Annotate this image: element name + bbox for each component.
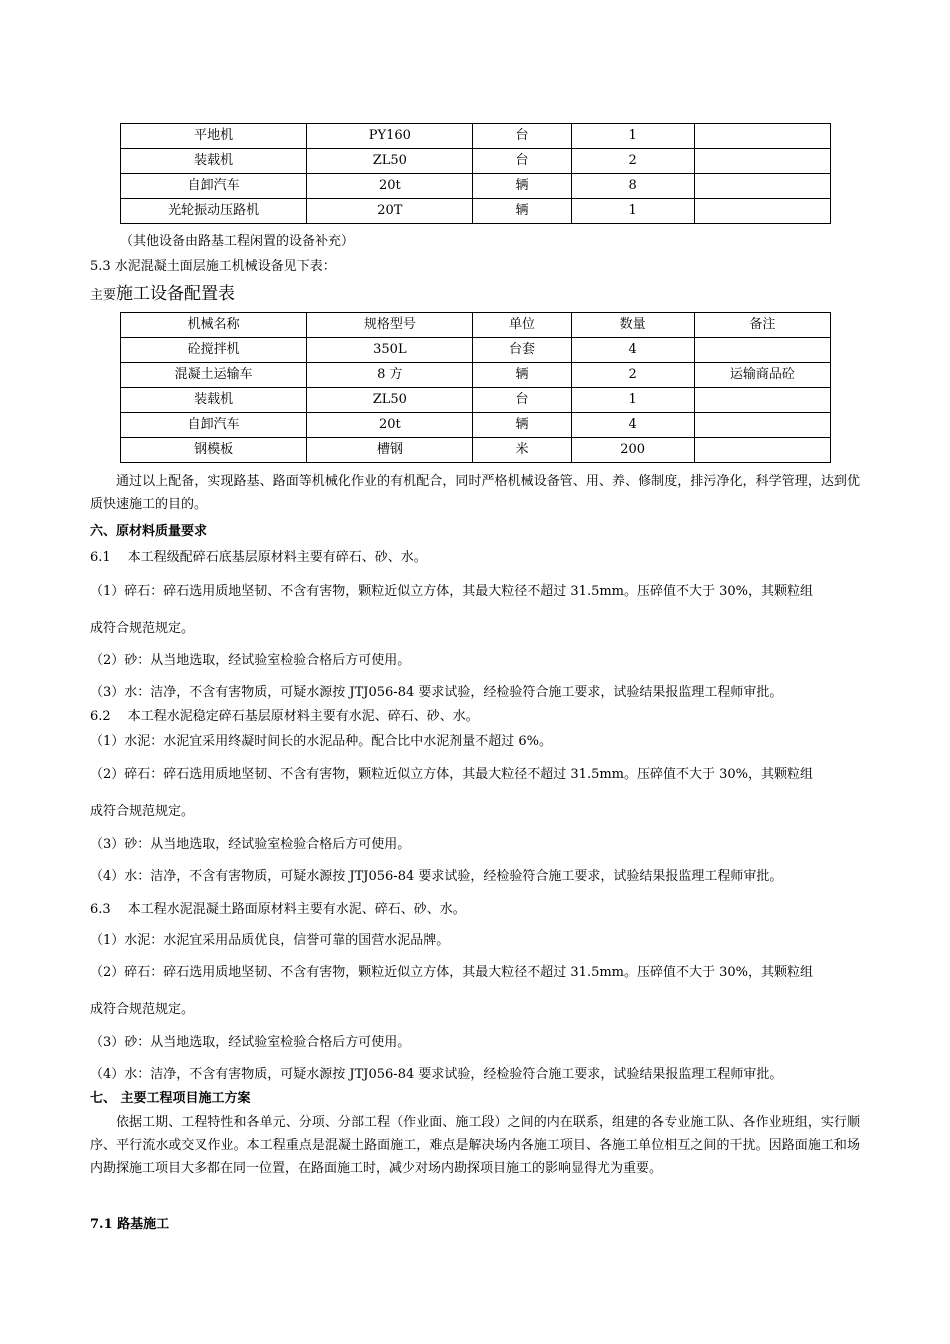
table-cell: 混凝土运输车 [121, 363, 307, 388]
item-text: （1）碎石：碎石选用质地坚韧、不含有害物，颗粒近似立方体，其最大粒径不超过 31.5mm。压碎值不大于 30%，其颗粒组 [90, 584, 814, 599]
section-6-2: 6.2 本工程水泥稳定碎石基层原材料主要有水泥、碎石、砂、水。 [90, 709, 479, 724]
table-row [121, 388, 831, 413]
table-cell: 砼搅拌机 [121, 338, 307, 363]
table-row [121, 438, 831, 463]
table-cell: 自卸汽车 [121, 413, 307, 438]
table-row [121, 124, 831, 149]
column-header: 机械名称 [121, 313, 307, 338]
table-cell: 4 [571, 413, 694, 438]
table-cell: 台套 [473, 338, 571, 363]
column-header: 单位 [473, 313, 571, 338]
heading-6: 六、原材料质量要求 [90, 524, 208, 539]
item-text: （3）水：洁净，不含有害物质，可疑水源按 JTJ056-84 要求试验，经检验符合施工要求，试验结果报监理工程师审批。 [90, 685, 783, 700]
table-row [121, 174, 831, 199]
table-cell [694, 124, 830, 149]
heading-7-1: 7.1 路基施工 [90, 1217, 170, 1232]
table-cell [694, 199, 830, 224]
table-cell: 20t [307, 174, 473, 199]
heading-7: 七、 主要工程项目施工方案 [90, 1091, 251, 1106]
table-cell: 装载机 [121, 149, 307, 174]
section-7-paragraph: 依据工期、工程特性和各单元、分项、分部工程（作业面、施工段）之间的内在联系，组建的各专业施工队、各作业班组，实行顺序、平行流水或交叉作业。本工程重点是混凝土路面施工，难点是解决场内各施工项目、各施工单位相互之间的干扰。因路面施工和场内勘探施工项目大多都在同一位置，在路面施工时，减少对场内勘探项目施工的影响显得尤为重要。 [90, 1115, 860, 1176]
equipment-table-1 [120, 123, 831, 224]
table-cell [694, 174, 830, 199]
table-title [90, 279, 235, 304]
table-cell: 台 [473, 124, 571, 149]
table-cell: 1 [571, 124, 694, 149]
table-cell: 辆 [473, 174, 571, 199]
table-cell: PY160 [307, 124, 473, 149]
table-title-prefix: 主要 [90, 288, 117, 303]
table-cell: 1 [571, 199, 694, 224]
section-6-1: 6.1 本工程级配碎石底基层原材料主要有碎石、砂、水。 [90, 550, 427, 565]
item-text: （2）砂：从当地选取，经试验室检验合格后方可使用。 [90, 653, 411, 668]
section-6-3: 6.3 本工程水泥混凝土路面原材料主要有水泥、碎石、砂、水。 [90, 902, 466, 917]
table-cell: ZL50 [307, 388, 473, 413]
table-row [121, 413, 831, 438]
table-cell: 20T [307, 199, 473, 224]
summary-paragraph: 通过以上配备，实现路基、路面等机械化作业的有机配合，同时严格机械设备管、用、养、修制度，排污净化，科学管理，达到优质快速施工的目的。 [90, 474, 860, 512]
item-text: （3）砂：从当地选取，经试验室检验合格后方可使用。 [90, 1035, 411, 1050]
table-row [121, 149, 831, 174]
table-cell: 光轮振动压路机 [121, 199, 307, 224]
table-cell: 8 [571, 174, 694, 199]
table-cell: 自卸汽车 [121, 174, 307, 199]
table-cell: 8 方 [307, 363, 473, 388]
item-text: （2）碎石：碎石选用质地坚韧、不含有害物，颗粒近似立方体，其最大粒径不超过 31.5mm。压碎值不大于 30%，其颗粒组 [90, 767, 814, 782]
item-text: （4）水：洁净，不含有害物质，可疑水源按 JTJ056-84 要求试验，经检验符合施工要求，试验结果报监理工程师审批。 [90, 869, 783, 884]
table-cell: 350L [307, 338, 473, 363]
item-text: （2）碎石：碎石选用质地坚韧、不含有害物，颗粒近似立方体，其最大粒径不超过 31.5mm。压碎值不大于 30%，其颗粒组 [90, 965, 814, 980]
table-cell: 米 [473, 438, 571, 463]
item-text: （1）水泥：水泥宜采用终凝时间长的水泥品种。配合比中水泥剂量不超过 6%。 [90, 734, 553, 749]
equipment-table-2 [120, 312, 831, 463]
table-cell: 辆 [473, 413, 571, 438]
item-text: 成符合规范规定。 [90, 1002, 195, 1017]
table-row [121, 338, 831, 363]
table-cell: 槽钢 [307, 438, 473, 463]
table-row [121, 363, 831, 388]
table-cell: 200 [571, 438, 694, 463]
table-title-main: 施工设备配置表 [116, 284, 236, 304]
item-text: 成符合规范规定。 [90, 804, 195, 819]
item-text: 成符合规范规定。 [90, 621, 195, 636]
column-header: 规格型号 [307, 313, 473, 338]
table-cell [694, 338, 830, 363]
table-cell: 辆 [473, 363, 571, 388]
section-5-3: 5.3 水泥混凝土面层施工机械设备见下表： [90, 259, 336, 274]
item-text: （1）水泥：水泥宜采用品质优良，信誉可靠的国营水泥品牌。 [90, 933, 450, 948]
table-cell: 2 [571, 149, 694, 174]
table-cell: 20t [307, 413, 473, 438]
table-cell: 1 [571, 388, 694, 413]
table-cell [694, 149, 830, 174]
table-cell [694, 438, 830, 463]
table-cell: 2 [571, 363, 694, 388]
table-cell [694, 413, 830, 438]
table-cell: 平地机 [121, 124, 307, 149]
table-row [121, 199, 831, 224]
table-cell: 钢模板 [121, 438, 307, 463]
table-cell: 装载机 [121, 388, 307, 413]
item-text: （4）水：洁净，不含有害物质，可疑水源按 JTJ056-84 要求试验，经检验符合施工要求，试验结果报监理工程师审批。 [90, 1067, 783, 1082]
table-note: （其他设备由路基工程闲置的设备补充） [120, 234, 355, 249]
table-cell: 台 [473, 149, 571, 174]
table-cell [694, 388, 830, 413]
table-cell: 辆 [473, 199, 571, 224]
table-cell: ZL50 [307, 149, 473, 174]
table-header-row [121, 313, 831, 338]
item-text: （3）砂：从当地选取，经试验室检验合格后方可使用。 [90, 837, 411, 852]
table-cell: 运输商品砼 [694, 363, 830, 388]
table-cell: 4 [571, 338, 694, 363]
table-cell: 台 [473, 388, 571, 413]
column-header: 数量 [571, 313, 694, 338]
column-header: 备注 [694, 313, 830, 338]
